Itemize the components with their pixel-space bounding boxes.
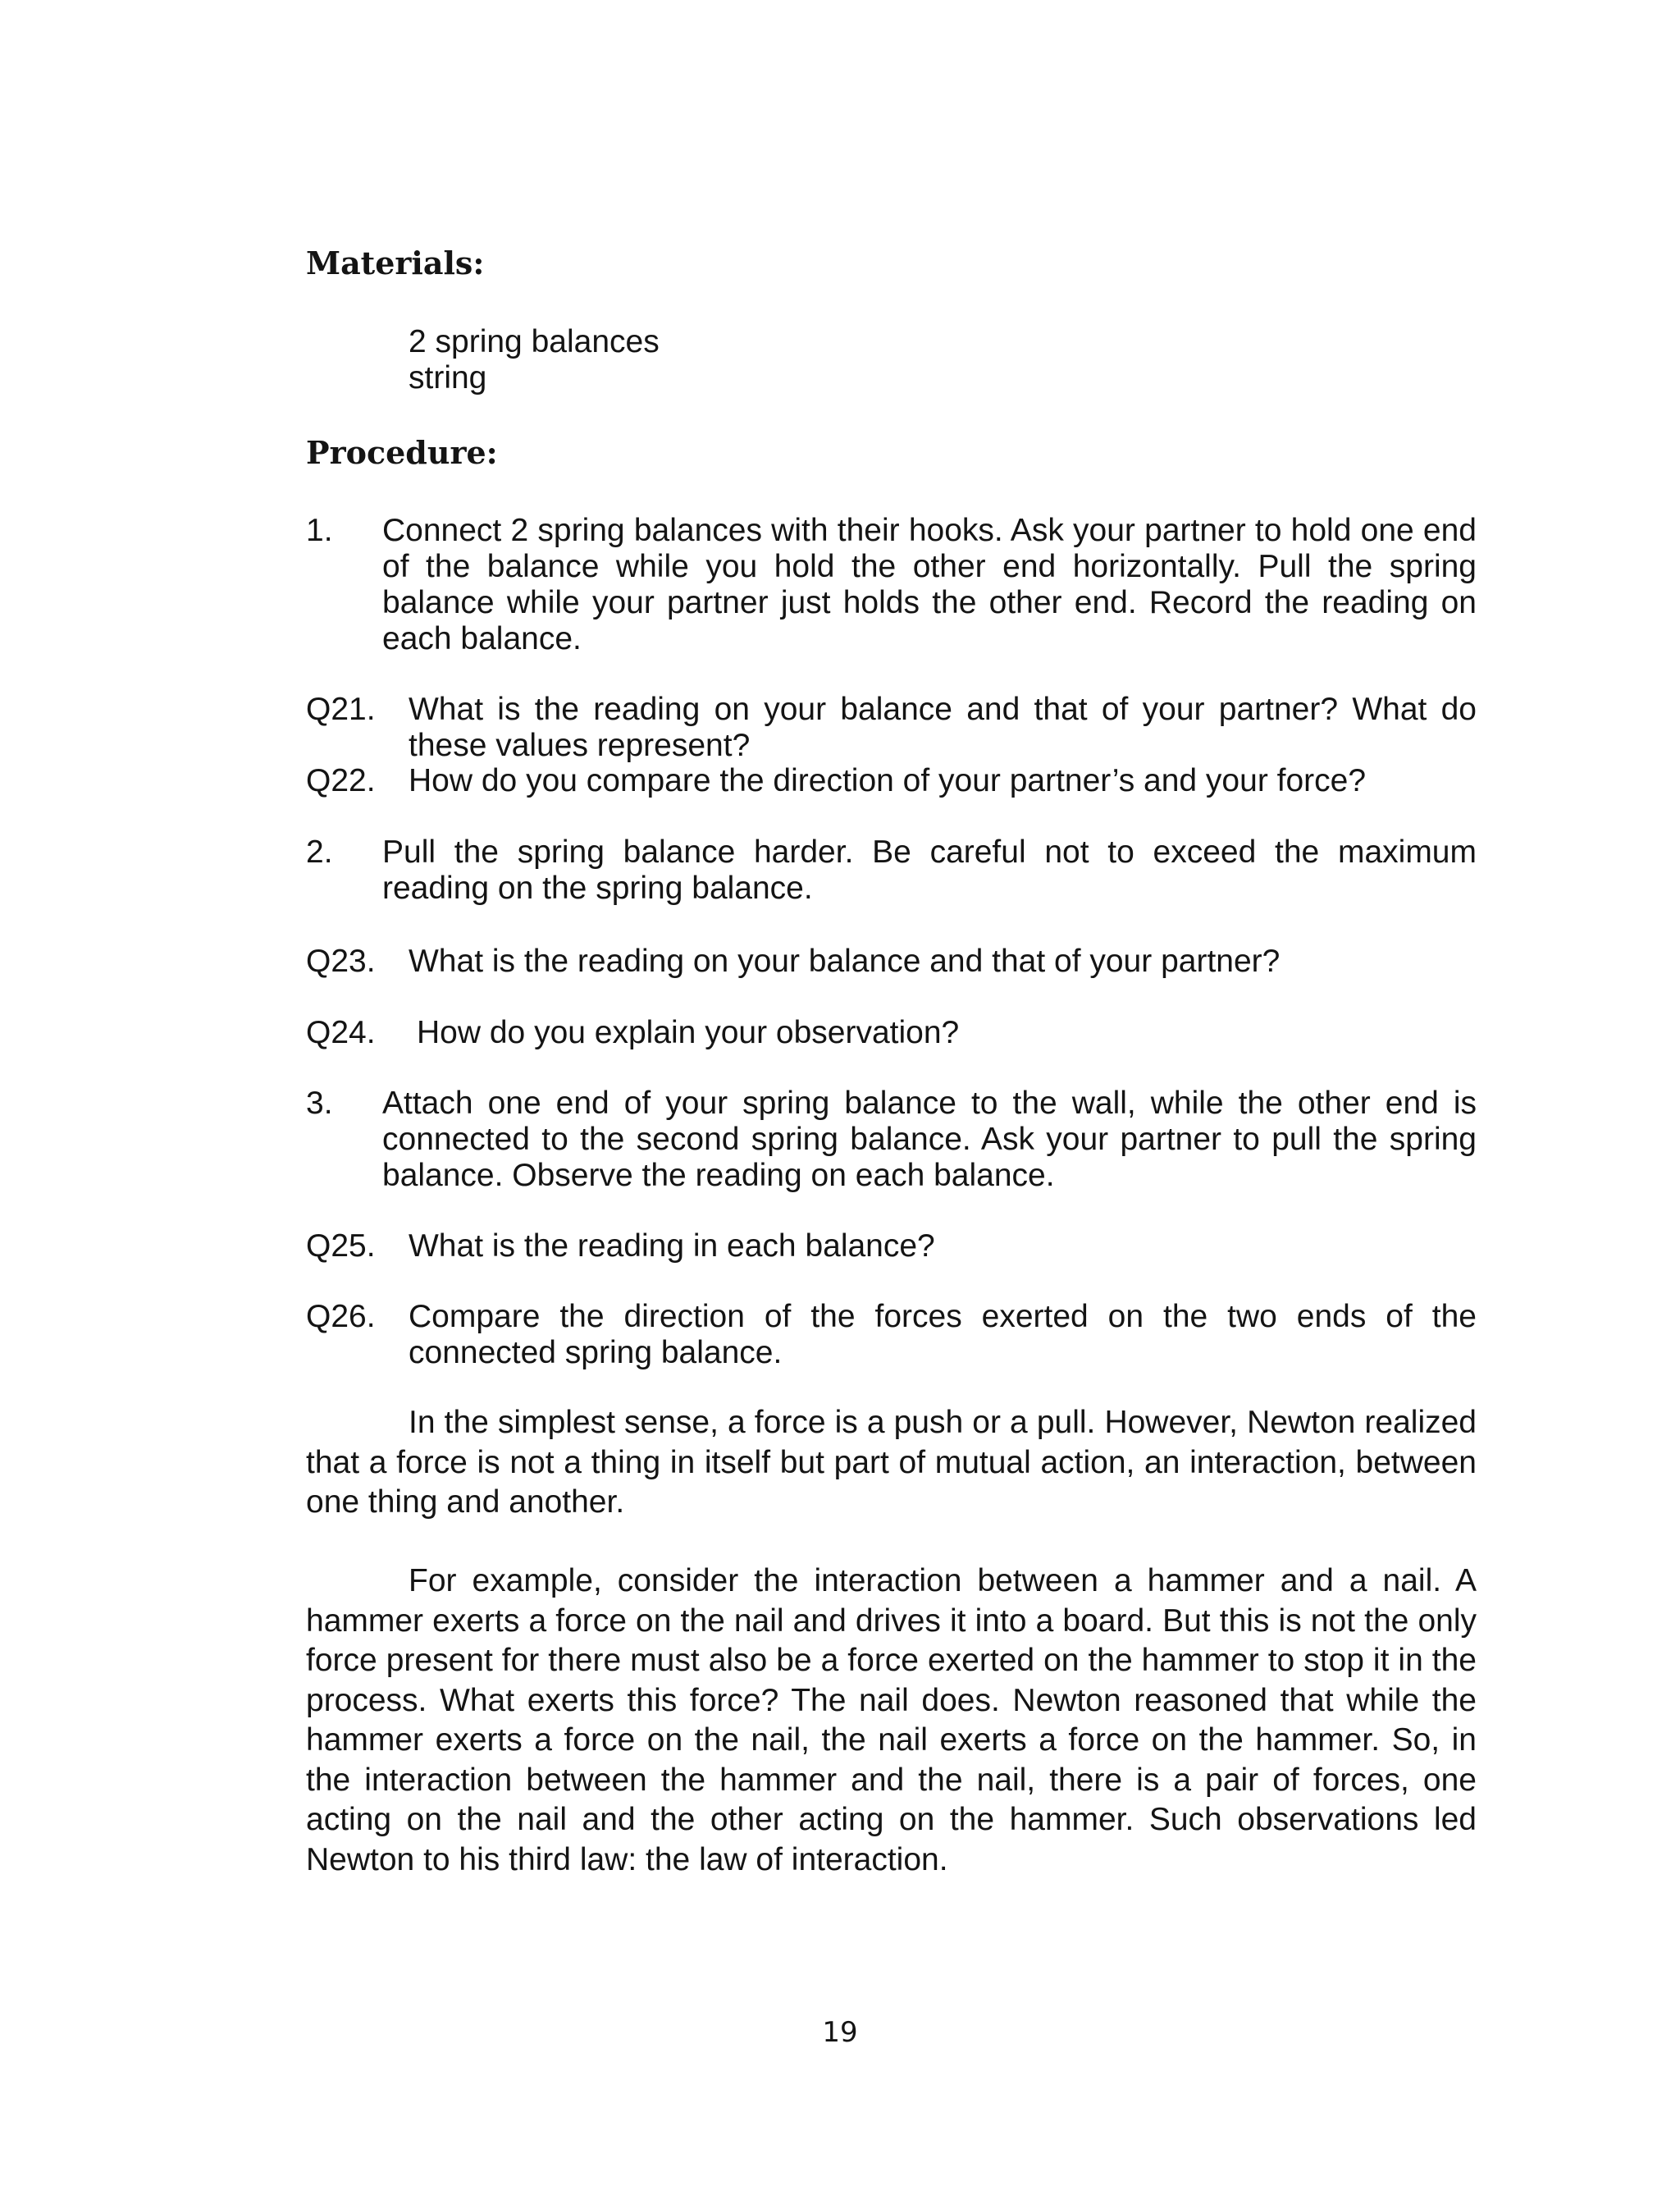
question-q26: [306, 1299, 1477, 1371]
question-text: What is the reading in each balance?: [409, 1228, 935, 1264]
materials-heading: Materials:: [306, 245, 485, 281]
question-text: How do you explain your observation?: [417, 1015, 960, 1050]
step-number: 3.: [306, 1086, 333, 1121]
question-q22: [306, 763, 1477, 799]
question-number: Q23.: [306, 944, 376, 979]
materials-item-spring-balances: 2 spring balances: [409, 324, 660, 359]
question-text: What is the reading on your balance and that of your partner? What do these values represent?: [409, 692, 1477, 763]
question-number: Q22.: [306, 763, 376, 798]
procedure-heading: Procedure:: [306, 434, 498, 471]
step-text: Pull the spring balance harder. Be careful not to exceed the maximum reading on the spring balance.: [382, 834, 1477, 906]
procedure-step-3: [306, 1086, 1477, 1194]
page-number: 19: [822, 2016, 858, 2049]
question-text: How do you compare the direction of your partner’s and your force?: [409, 763, 1367, 798]
materials-item-string: string: [409, 360, 487, 395]
question-text: What is the reading on your balance and that of your partner?: [409, 944, 1281, 979]
procedure-step-1: [306, 513, 1477, 657]
body-paragraph-force-definition: In the simplest sense, a force is a push or a pull. However, Newton realized that a force is not a thing in itself but part of mutual action, an interaction, between one thing and another.: [306, 1405, 1477, 1520]
question-number: Q24.: [306, 1015, 376, 1050]
step-number: 2.: [306, 834, 333, 870]
question-q24: [306, 1015, 1477, 1051]
question-number: Q25.: [306, 1228, 376, 1264]
question-text: Compare the direction of the forces exerted on the two ends of the connected spring balance.: [409, 1299, 1477, 1370]
body-paragraph-hammer-nail: For example, consider the interaction between a hammer and a nail. A hammer exerts a force on the nail and drives it into a board. But this is not the only force present for there must also be a force exerted on the hammer to stop it in the process. What exerts this force? The nail does. Newton reasoned that while the hammer exerts a force on the nail, the nail exerts a force on the hammer. So, in the interaction between the hammer and the nail, there is a pair of forces, one acting on the nail and the other acting on the hammer. Such observations led Newton to his third law: the law of interaction.: [306, 1563, 1477, 1877]
question-q21: [306, 692, 1477, 764]
question-q25: [306, 1228, 1477, 1264]
step-text: Attach one end of your spring balance to the wall, while the other end is connected to the second spring balance. Ask your partner to pull the spring balance. Observe the reading on each balance.: [382, 1086, 1477, 1193]
step-text: Connect 2 spring balances with their hooks. Ask your partner to hold one end of the balance while you hold the other end horizontally. Pull the spring balance while your partner just holds the other end. Record the reading on each balance.: [382, 513, 1477, 656]
question-q23: [306, 944, 1477, 980]
procedure-step-2: [306, 834, 1477, 907]
question-number: Q21.: [306, 692, 376, 727]
step-number: 1.: [306, 513, 333, 548]
question-number: Q26.: [306, 1299, 376, 1334]
